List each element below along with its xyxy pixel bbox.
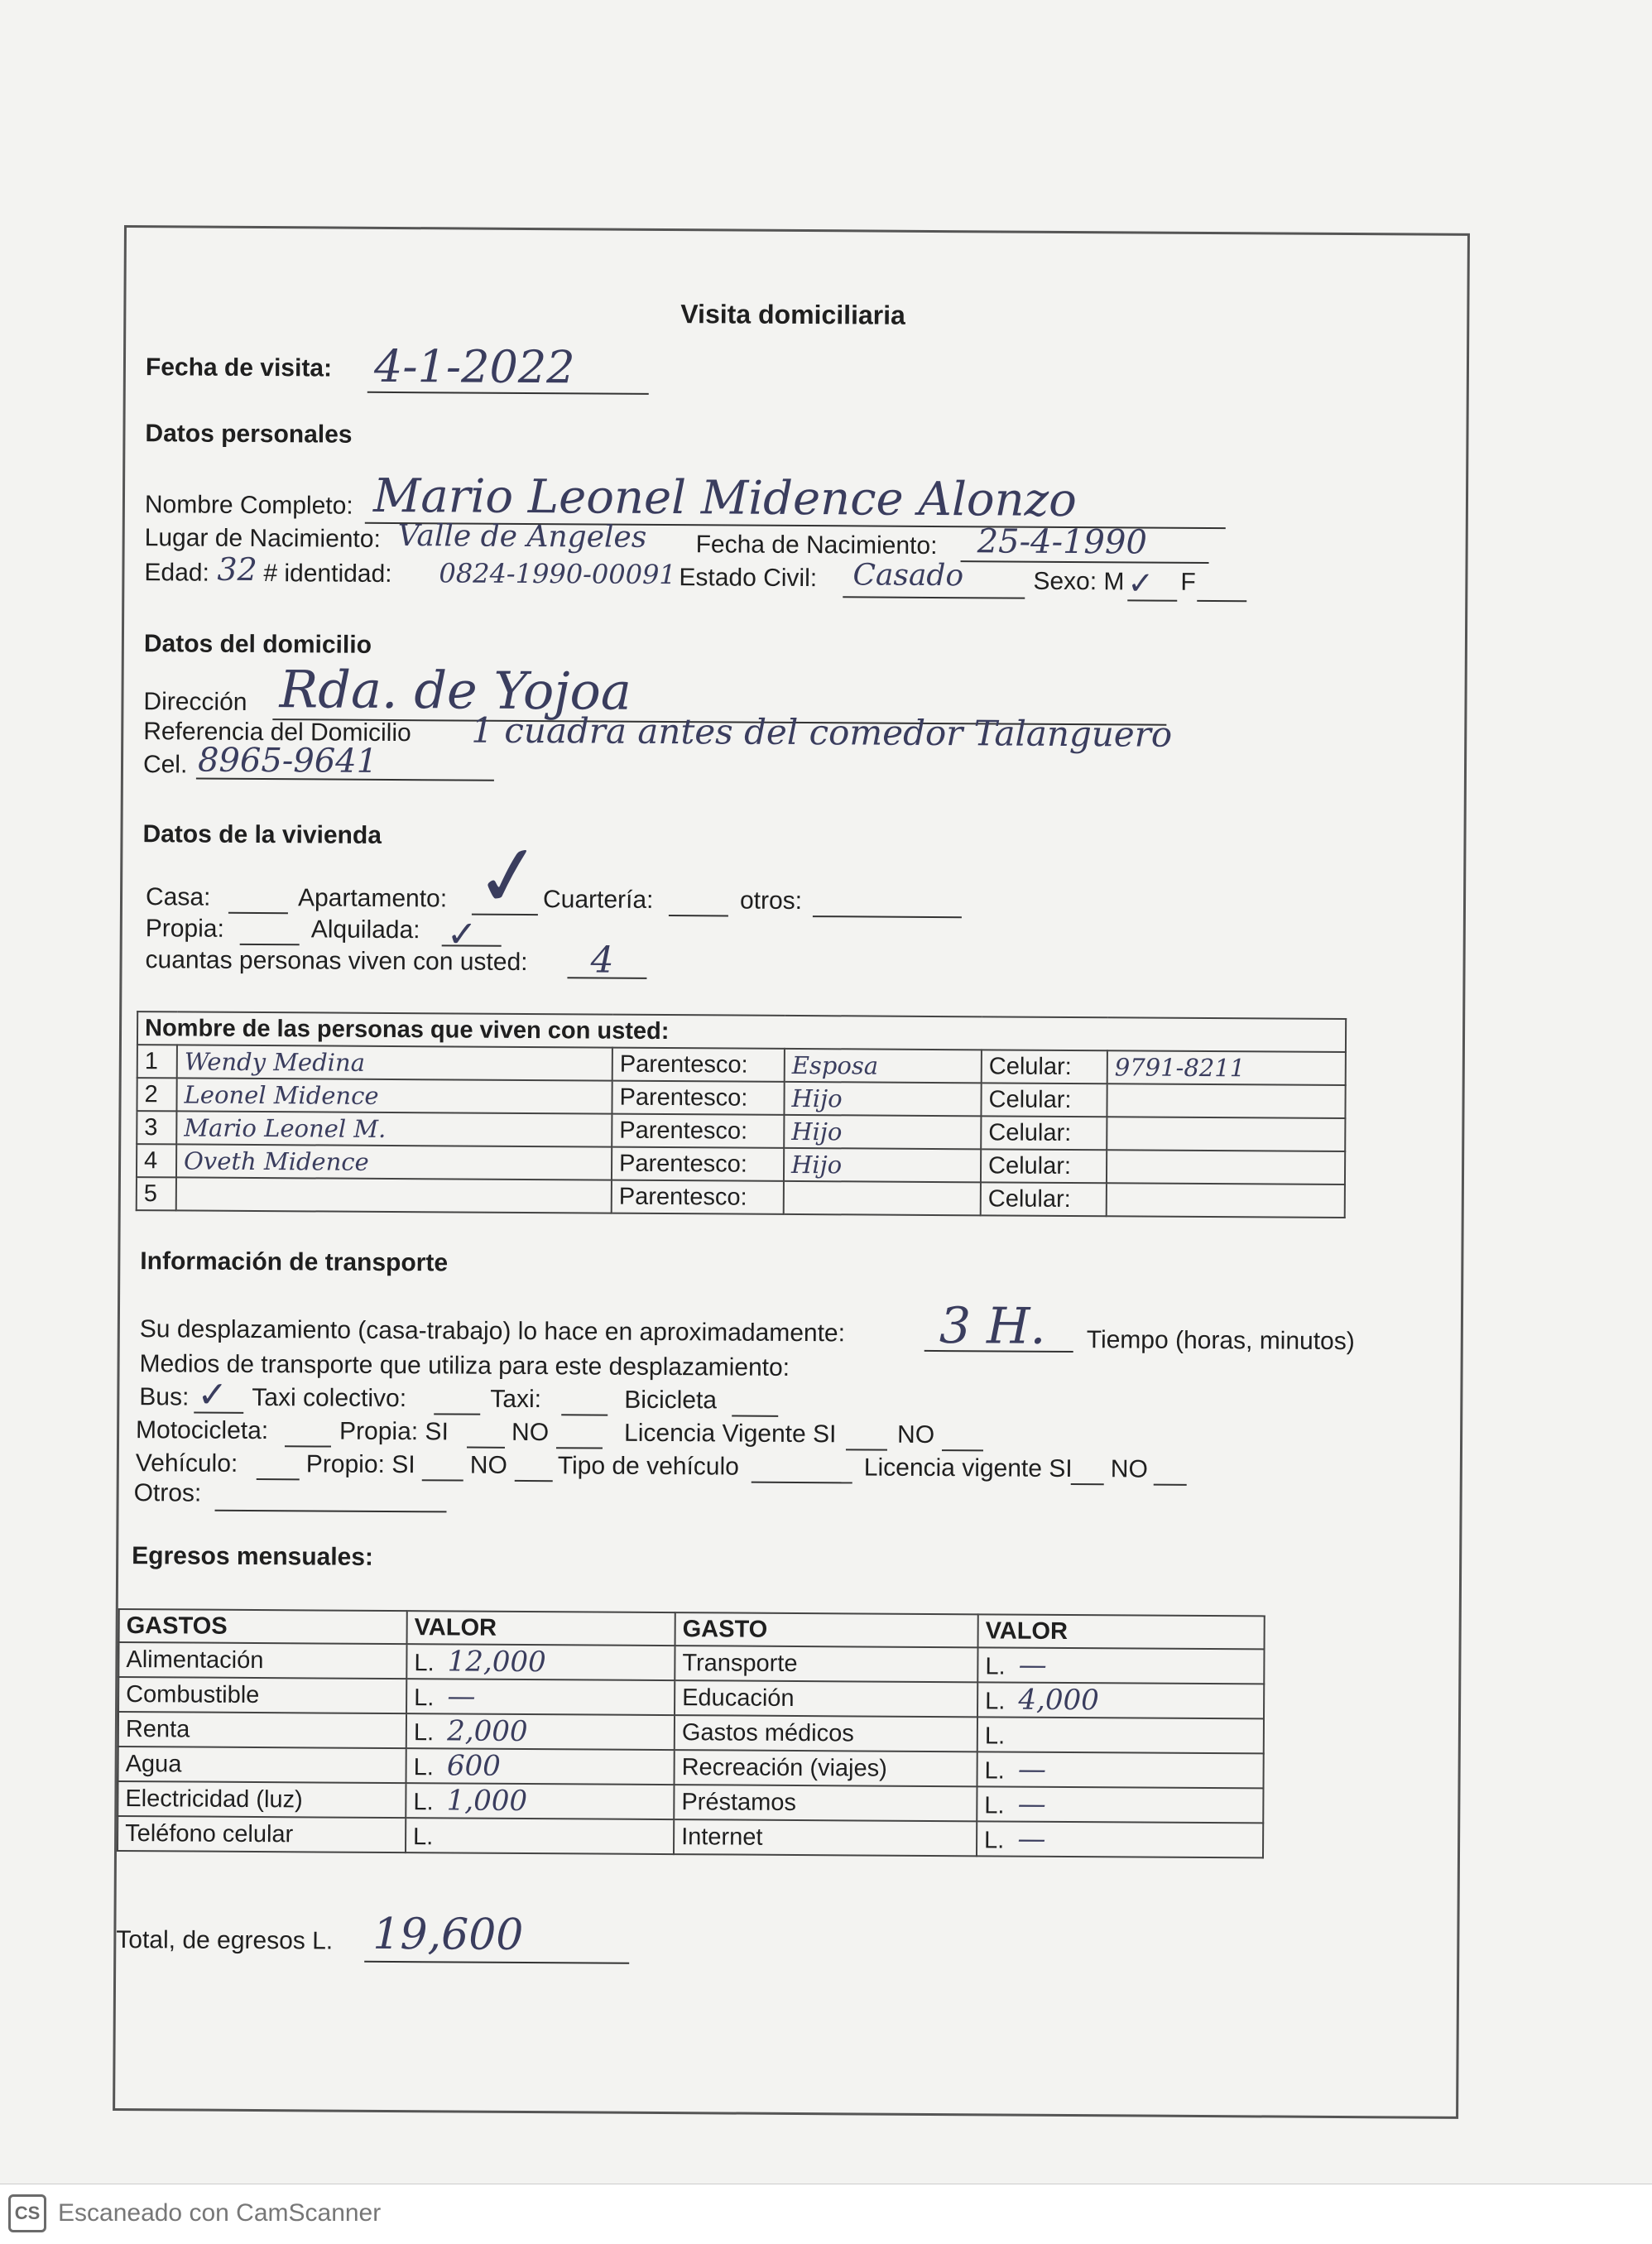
casa-label: Casa: (146, 883, 211, 911)
person-name: Mario Leonel M. (176, 1111, 612, 1146)
currency: L. (414, 1684, 434, 1711)
expense-value: — (447, 1679, 475, 1713)
expense-value-cell (977, 1682, 1264, 1718)
vehiculo-line (257, 1478, 300, 1480)
cell-label: Celular: (981, 1182, 1107, 1216)
address-value: Rda. de Yojoa (279, 659, 632, 722)
expense-value: — (1019, 1649, 1047, 1682)
expense-name: Educación (675, 1680, 977, 1717)
licencia-vigente-no-line (1154, 1484, 1187, 1486)
expense-name: Teléfono celular (118, 1816, 406, 1852)
propio-no-label: NO (470, 1452, 507, 1480)
currency: L. (985, 1723, 1005, 1749)
expense-value: 2,000 (447, 1714, 528, 1748)
currency: L. (985, 1688, 1005, 1714)
expense-value: 4,000 (1018, 1684, 1099, 1718)
means-label: Medios de transporte que utiliza para este desplazamiento: (139, 1350, 790, 1382)
relation-value: Hijo (784, 1148, 981, 1182)
id-value: 0824-1990-00091 (439, 557, 676, 590)
expense-value-cell (406, 1644, 675, 1680)
sex-label: Sexo: M (1033, 568, 1124, 597)
expense-value-cell (406, 1818, 674, 1854)
transport-section-heading: Información de transporte (140, 1247, 448, 1277)
table-row (118, 1816, 1263, 1857)
housing-section-heading: Datos de la vivienda (142, 820, 382, 850)
expense-name: Electricidad (luz) (118, 1781, 406, 1818)
otros-line (813, 915, 962, 918)
expense-value-cell (977, 1786, 1263, 1823)
total-value: 19,600 (372, 1910, 523, 1960)
commute-value: 3 H. (939, 1297, 1046, 1356)
expense-value-cell (406, 1679, 675, 1715)
moto-propia-no-label: NO (511, 1419, 549, 1447)
birthplace-label: Lugar de Nacimiento: (145, 524, 381, 554)
phone-value: 8965-9641 (198, 742, 377, 781)
sex-f-label: F (1180, 569, 1196, 597)
person-name: Wendy Medina (177, 1045, 612, 1080)
licencia-si-line (846, 1449, 887, 1450)
currency: L. (414, 1650, 434, 1676)
expense-name: Combustible (118, 1677, 406, 1713)
bus-label: Bus: (139, 1383, 189, 1411)
expenses-section-heading: Egresos mensuales: (132, 1542, 373, 1572)
bicicleta-line (732, 1415, 778, 1417)
gastos-header: GASTOS (119, 1609, 407, 1644)
propio-si-line (422, 1479, 463, 1481)
expense-value: 600 (447, 1749, 501, 1782)
cell-value (1107, 1084, 1345, 1118)
relation-label: Parentesco: (612, 1081, 784, 1115)
expense-value-cell (977, 1751, 1263, 1788)
civil-status-label: Estado Civil: (679, 564, 817, 593)
birthplace-value: Valle de Angeles (398, 519, 647, 555)
relation-value: Hijo (784, 1082, 981, 1116)
currency: L. (985, 1653, 1005, 1679)
row-number: 3 (137, 1111, 176, 1144)
commute-unit: Tiempo (horas, minutos) (1087, 1326, 1355, 1356)
propio-no-line (515, 1480, 553, 1482)
people-count-value: 4 (590, 939, 613, 981)
age-label: Edad: (144, 559, 209, 587)
currency: L. (984, 1792, 1004, 1819)
total-label: Total, de egresos L. (116, 1926, 333, 1956)
otros-label: otros: (740, 887, 802, 915)
expense-value-cell (406, 1748, 675, 1785)
propia-line (240, 944, 300, 945)
camscanner-logo-icon: CS (8, 2194, 46, 2232)
phone-label: Cel. (143, 751, 188, 779)
taxi-colectivo-line (434, 1413, 480, 1415)
expense-name: Préstamos (674, 1785, 977, 1821)
vehiculo-label: Vehículo: (136, 1449, 238, 1478)
propio-label: Propio: SI (306, 1450, 415, 1479)
cell-value (1107, 1117, 1345, 1151)
taxi-label: Taxi: (490, 1386, 541, 1414)
moto-propia-no-line (556, 1447, 603, 1449)
personal-section-heading: Datos personales (145, 420, 352, 449)
expense-name: Gastos médicos (675, 1715, 977, 1751)
expenses-table (117, 1608, 1265, 1858)
otros-transport-line (215, 1510, 447, 1513)
tipo-label: Tipo de vehículo (558, 1452, 739, 1481)
moto-propia-label: Propia: SI (339, 1418, 449, 1447)
relation-label: Parentesco: (612, 1180, 784, 1214)
cell-value: 9791-8211 (1107, 1050, 1346, 1085)
row-number: 4 (137, 1144, 176, 1177)
relation-label: Parentesco: (612, 1147, 784, 1181)
expense-value: — (1018, 1788, 1046, 1821)
relation-label: Parentesco: (612, 1048, 785, 1082)
expense-name: Agua (118, 1747, 406, 1783)
currency: L. (413, 1824, 433, 1850)
currency: L. (985, 1757, 1005, 1784)
expense-value-cell (977, 1647, 1264, 1684)
reference-value: 1 cuadra antes del comedor Talanguero (471, 710, 1172, 755)
birthdate-line (961, 560, 1209, 564)
expense-value: 12,000 (448, 1645, 546, 1679)
apartamento-check-icon: ✓ (468, 824, 550, 929)
licencia-no-line (942, 1449, 983, 1451)
expense-value: — (1018, 1753, 1046, 1786)
expense-value-cell (406, 1783, 674, 1819)
scanner-footer (0, 2184, 1652, 2244)
row-number: 5 (137, 1177, 176, 1210)
expense-name: Recreación (viajes) (675, 1750, 977, 1786)
currency: L. (414, 1754, 434, 1780)
alquilada-label: Alquilada: (311, 915, 420, 944)
sex-f-line (1197, 600, 1246, 602)
cell-label: Celular: (981, 1083, 1107, 1117)
expense-value-cell (406, 1713, 675, 1750)
phone-line (196, 778, 494, 781)
row-number: 1 (137, 1045, 177, 1078)
taxi-line (561, 1414, 607, 1415)
valor-header: VALOR (978, 1614, 1265, 1649)
expense-name: Renta (118, 1712, 406, 1748)
birthdate-label: Fecha de Nacimiento: (696, 531, 938, 560)
person-name: Leonel Midence (176, 1078, 612, 1113)
age-value: 32 (217, 551, 257, 588)
home-section-heading: Datos del domicilio (144, 630, 372, 660)
visit-date-label: Fecha de visita: (146, 353, 332, 382)
expense-name: Internet (674, 1819, 977, 1856)
moto-label: Motocicleta: (136, 1416, 268, 1445)
cell-label: Celular: (982, 1050, 1107, 1084)
propia-label: Propia: (146, 915, 224, 944)
row-number: 2 (137, 1078, 176, 1111)
moto-line (285, 1445, 331, 1447)
birthdate-value: 25-4-1990 (977, 522, 1147, 561)
household-header: Nombre de las personas que viven con usted: (137, 1011, 1346, 1052)
taxi-colectivo-label: Taxi colectivo: (252, 1384, 406, 1413)
relation-value: Esposa (785, 1049, 982, 1083)
relation-value: Hijo (784, 1115, 981, 1149)
expense-name: Transporte (675, 1646, 977, 1682)
licencia-no-label: NO (897, 1421, 934, 1449)
expense-value-cell (977, 1717, 1264, 1753)
moto-propia-si-line (467, 1447, 505, 1449)
reference-label: Referencia del Domicilio (143, 718, 411, 747)
total-line (364, 1961, 629, 1964)
bicicleta-label: Bicicleta (624, 1386, 717, 1415)
licencia-vigente-label: Licencia Vigente SI (624, 1420, 836, 1449)
licencia-label: Licencia vigente SI (864, 1454, 1073, 1483)
cell-label: Celular: (981, 1116, 1107, 1150)
licencia-vigente-no-label: NO (1111, 1455, 1148, 1483)
commute-label: Su desplazamiento (casa-trabajo) lo hace en aproximadamente: (140, 1315, 845, 1348)
tipo-line (752, 1482, 852, 1484)
apartamento-label: Apartamento: (298, 884, 447, 913)
cuarteria-label: Cuartería: (543, 886, 654, 915)
people-count-label: cuantas personas viven con usted: (145, 946, 527, 977)
valor-header: VALOR (407, 1611, 675, 1646)
full-name-label: Nombre Completo: (145, 491, 353, 521)
currency: L. (413, 1789, 433, 1815)
civil-status-line (843, 596, 1025, 598)
currency: L. (414, 1719, 434, 1746)
expense-value: — (1017, 1823, 1045, 1856)
cuarteria-line (669, 915, 728, 916)
scanner-watermark-text: Escaneado con CamScanner (58, 2199, 381, 2227)
person-name: Oveth Midence (176, 1144, 612, 1180)
expense-name: Alimentación (118, 1642, 406, 1679)
bus-check-icon: ✓ (197, 1374, 228, 1416)
full-name-value: Mario Leonel Midence Alonzo (373, 469, 1077, 527)
relation-value (784, 1181, 981, 1215)
relation-label: Parentesco: (612, 1114, 784, 1148)
table-row (137, 1177, 1345, 1218)
visit-date-value: 4-1-2022 (374, 340, 575, 393)
otros-transport-label: Otros: (134, 1479, 202, 1507)
gasto-header: GASTO (675, 1612, 978, 1647)
expense-value: 1,000 (447, 1784, 528, 1818)
form-title: Visita domiciliaria (680, 299, 905, 331)
licencia-vigente-si-line (1071, 1483, 1104, 1485)
address-label: Dirección (143, 688, 247, 717)
alquilada-check-icon: ✓ (447, 913, 478, 955)
form-frame (113, 225, 1470, 2119)
cell-value (1107, 1150, 1345, 1184)
expense-value-cell (977, 1821, 1263, 1857)
cell-value (1107, 1183, 1345, 1218)
casa-line (228, 912, 288, 914)
currency: L. (984, 1827, 1004, 1853)
civil-status-value: Casado (852, 558, 963, 593)
household-table (136, 1011, 1347, 1218)
person-name (176, 1177, 612, 1213)
id-label: # identidad: (263, 560, 391, 589)
cell-label: Celular: (981, 1149, 1107, 1183)
sex-m-check-icon: ✓ (1127, 565, 1154, 601)
